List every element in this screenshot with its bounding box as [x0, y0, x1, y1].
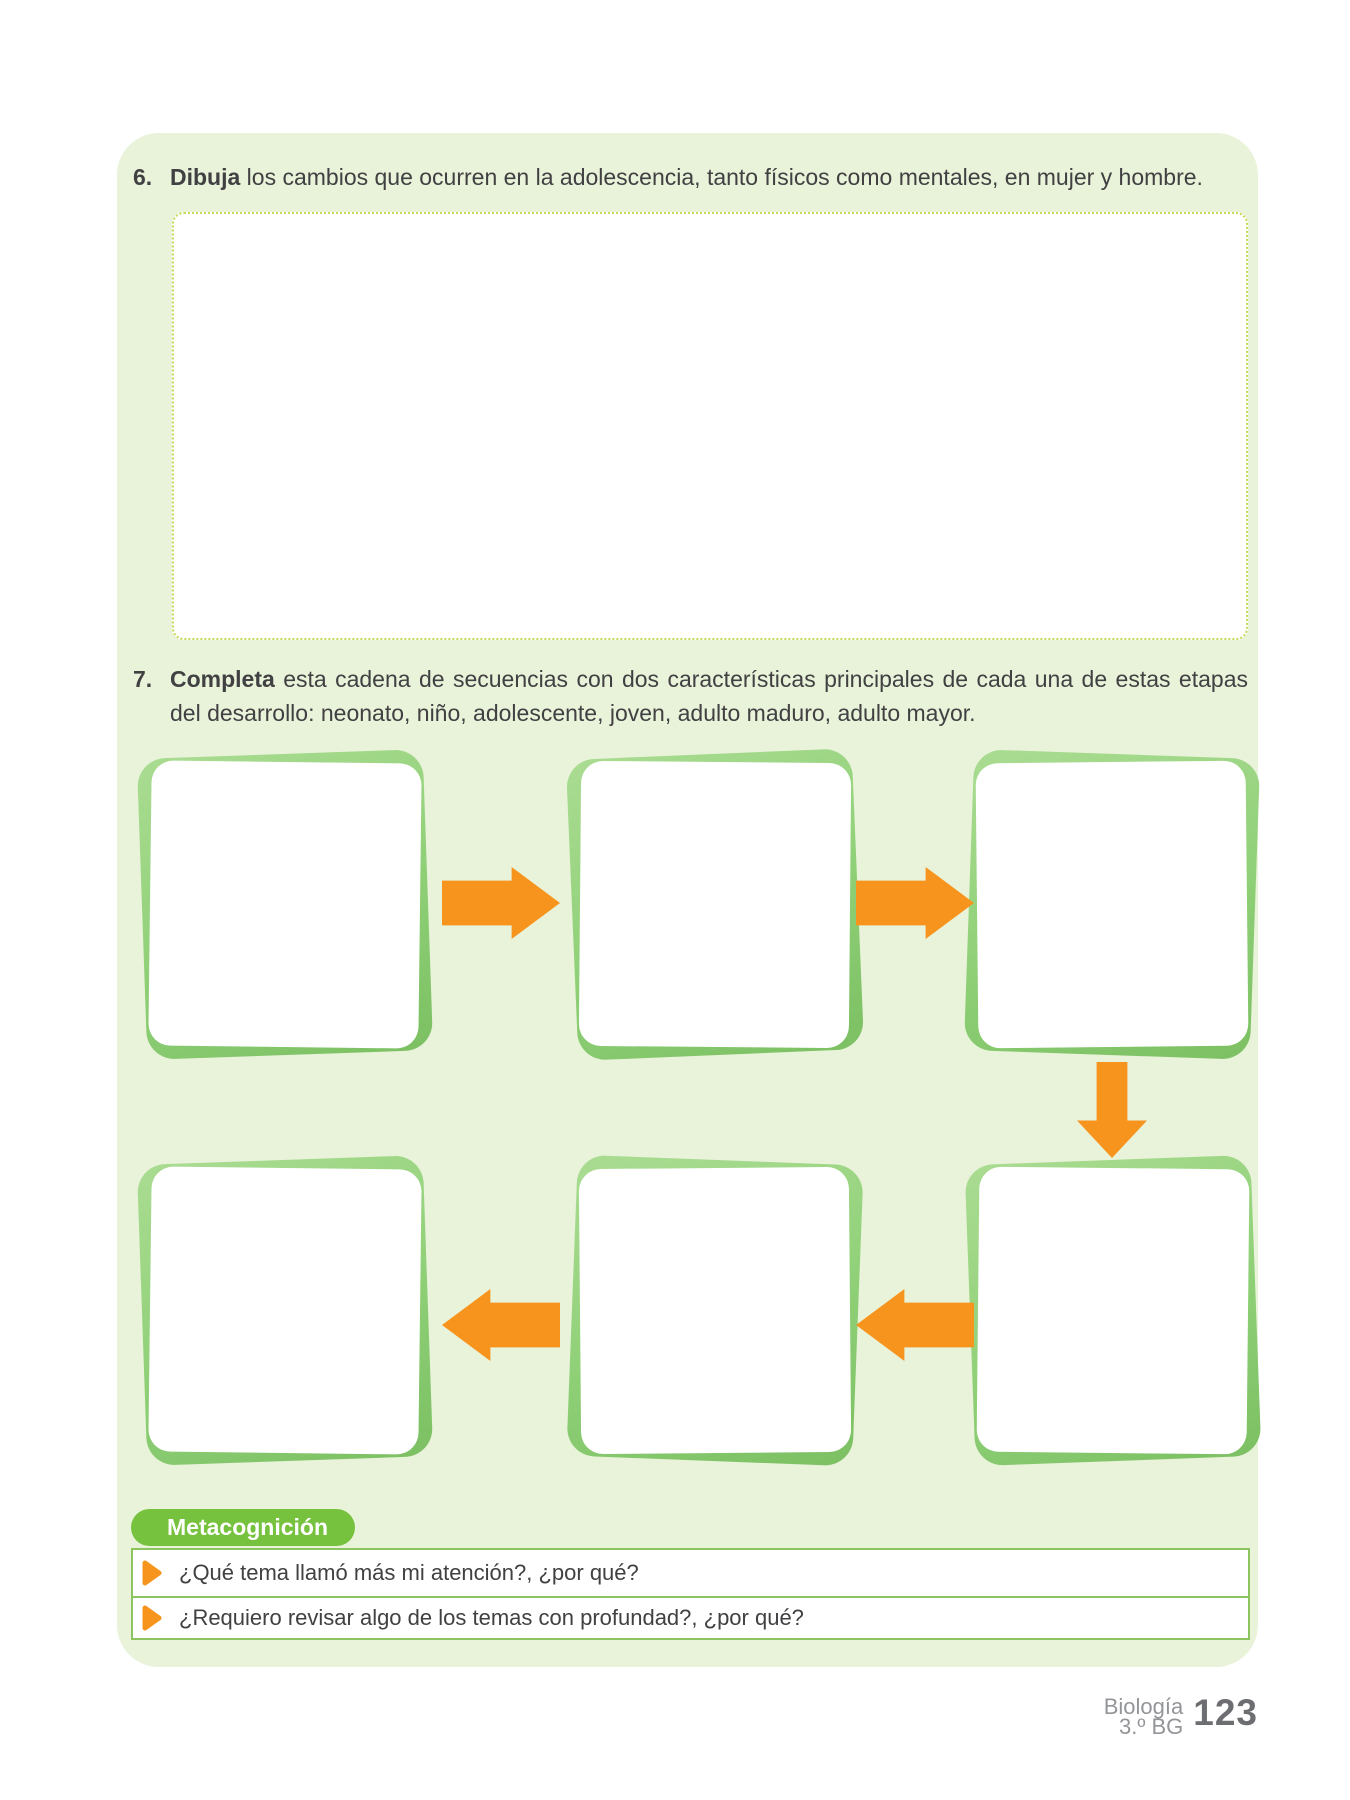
metacognition-question-row[interactable]: [133, 1550, 1248, 1596]
activity-6-text: [170, 160, 1258, 194]
sequence-box-2[interactable]: [580, 762, 850, 1047]
sequence-box-1[interactable]: [150, 762, 420, 1047]
page-number: 123: [1193, 1692, 1258, 1733]
activity-7-instruction: [133, 662, 1248, 730]
sequence-box-3[interactable]: [977, 762, 1247, 1047]
activity-7-number: 7.: [133, 666, 153, 692]
activity-6-instruction: [133, 160, 1258, 194]
sequence-box-1-card[interactable]: [148, 760, 421, 1048]
activity-6-verb: Dibuja: [170, 164, 241, 190]
activity-6-number: 6.: [133, 164, 153, 190]
sequence-box-4-card[interactable]: [977, 1167, 1250, 1455]
metacognition-table: [131, 1548, 1250, 1640]
footer-grade: 3.º BG: [1118, 1714, 1184, 1739]
sequence-box-5-card[interactable]: [579, 1167, 851, 1454]
footer-subject-grade: [1103, 1694, 1184, 1739]
activity-6-rest: los cambios que ocurren en la adolescencia, tanto físicos como mentales, en mujer y hombre.: [240, 164, 1203, 190]
footer-subject: Biología: [1103, 1694, 1184, 1719]
sequence-box-4[interactable]: [978, 1168, 1248, 1453]
bullet-triangle-icon: [141, 1560, 163, 1586]
metacognition-title-pill: [131, 1509, 355, 1546]
metacognition-question-2: ¿Requiero revisar algo de los temas con profundad?, ¿por qué?: [179, 1605, 804, 1630]
bullet-triangle-icon: [141, 1605, 163, 1631]
metacognition-title: Metacognición: [167, 1514, 329, 1540]
activity-7-rest: esta cadena de secuencias con dos características principales de cada una de estas etapas del desarrollo: neonato, niño, adolescente, joven, adulto maduro, adulto mayor.: [170, 666, 1248, 726]
sequence-box-6-card[interactable]: [148, 1166, 421, 1454]
metacognition-question-1: ¿Qué tema llamó más mi atención?, ¿por qué?: [179, 1560, 639, 1585]
sequence-box-3-card[interactable]: [976, 761, 1249, 1049]
sequence-box-6[interactable]: [150, 1168, 420, 1453]
drawing-answer-box[interactable]: [172, 212, 1248, 640]
sequence-box-2-card[interactable]: [579, 761, 851, 1048]
activity-7-text: [170, 662, 1248, 730]
activity-7-verb: Completa: [170, 666, 275, 692]
page-footer: [1000, 1692, 1258, 1739]
sequence-box-5[interactable]: [580, 1168, 850, 1453]
metacognition-question-row[interactable]: [133, 1596, 1248, 1638]
